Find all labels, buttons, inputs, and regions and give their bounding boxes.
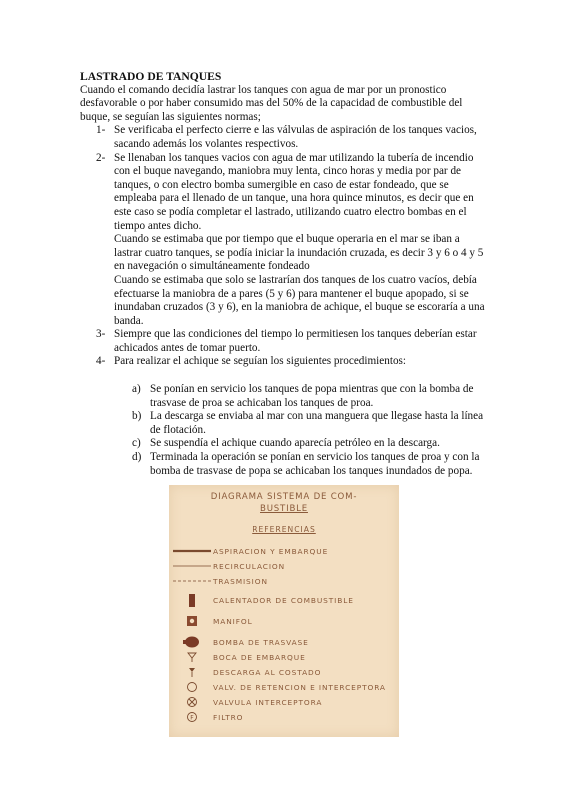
legend-row [169, 711, 399, 723]
item-text: Para realizar el achique se seguían los siguientes procedimientos: [114, 355, 407, 368]
item-number: 1- [96, 124, 106, 137]
item-number: 2- [96, 151, 106, 164]
item-text: Cuando se estimaba que por tiempo que el buque operaria en el mar se iban a lastrar cuatro tanques, se podía iniciar la inundación cruzada, es decir 3 y 6 o 4 y 5 en navegación o simultáneamente fondeado [114, 233, 484, 273]
legend-row [169, 651, 399, 663]
check-valve-icon [173, 681, 211, 693]
list-item [80, 410, 490, 437]
legend-row [169, 594, 399, 606]
legend-label: FILTRO [213, 713, 244, 722]
legend-label: DESCARGA AL COSTADO [213, 668, 322, 677]
subitem-text: Se ponían en servicio los tanques de popa mientras que con la bomba de trasvase de proa se achicaban los tanques de proa. [150, 383, 474, 409]
diagram-title-line2: BUSTIBLE [260, 504, 308, 514]
subitem-text: Terminada la operación se ponían en servicio los tanques de proa y con la bomba de trasvase de popa se achicaban los tanques inundados de popa. [150, 451, 480, 477]
item-text: Siempre que las condiciones del tiempo lo permitiesen los tanques deberían estar achicados antes de tomar puerto. [114, 328, 477, 354]
interceptor-valve-icon [173, 696, 211, 708]
subitem-letter: b) [132, 410, 142, 423]
list-item [80, 355, 490, 369]
item-number: 3- [96, 328, 106, 341]
overboard-discharge-icon [173, 666, 211, 678]
svg-text:F: F [190, 714, 194, 722]
document-title: LASTRADO DE TANQUES [80, 70, 222, 83]
list-item [80, 437, 490, 451]
loading-mouth-icon [173, 651, 211, 663]
legend-label: VALVULA INTERCEPTORA [213, 698, 323, 707]
legend-row [169, 545, 399, 557]
item-text: Se llenaban los tanques vacios con agua de mar utilizando la tubería de incendio con el buque navegando, maniobra muy lenta, cinco horas y media por par de tanques, o con electro bomba sumergible en caso de estar fondeado, que se empleaba para el llenado de un tanque, una hora quince minutos, es decir que en este caso se podía completar el lastrado, utilizando cuatro electro bombas en el tiempo antes dicho. [114, 151, 474, 232]
subitem-text: Se suspendía el achique cuando aparecía petróleo en la descarga. [150, 437, 440, 450]
pump-icon [173, 636, 211, 648]
item-text: Cuando se estimaba que solo se lastrarían dos tanques de los cuatro vacíos, debía efectuarse la maniobra de a pares (5 y 6) para mantener el buque apopado, si se inundaban cruzados (3 y 6), en la maniobra de achique, el buque se escoraría a una banda. [114, 273, 485, 327]
list-item [80, 152, 490, 329]
legend-label: MANIFOL [213, 617, 253, 626]
document-body [80, 70, 490, 478]
legend-row [169, 560, 399, 572]
fuel-system-legend-image [169, 485, 399, 737]
item-number: 4- [96, 355, 106, 368]
legend-row [169, 636, 399, 648]
manifold-icon [173, 615, 211, 627]
dashed-line-icon [173, 575, 211, 587]
legend-row [169, 696, 399, 708]
legend-label: CALENTADOR DE COMBUSTIBLE [213, 596, 354, 605]
item-text: Se verificaba el perfecto cierre e las válvulas de aspiración de los tanques vacios, sacando además los volantes respectivos. [114, 124, 477, 150]
diagram-title-line1: DIAGRAMA SISTEMA DE COM- [210, 492, 358, 502]
thick-line-icon [173, 545, 211, 557]
diagram-title [169, 491, 399, 515]
legend-label: TRASMISION [213, 577, 268, 586]
subitem-letter: c) [132, 437, 141, 450]
heater-rect-icon [173, 594, 211, 606]
legend-label: RECIRCULACION [213, 562, 286, 571]
legend-row [169, 575, 399, 587]
subitem-letter: a) [132, 383, 141, 396]
procedure-list [80, 124, 490, 369]
legend-row [169, 666, 399, 678]
list-item [80, 124, 490, 151]
subitem-text: La descarga se enviaba al mar con una manguera que llegase hasta la línea de flotación. [150, 410, 484, 436]
list-item [80, 328, 490, 355]
legend-label: VALV. DE RETENCION E INTERCEPTORA [213, 683, 386, 692]
list-item [80, 451, 490, 478]
legend-row [169, 615, 399, 627]
diagram-subtitle: REFERENCIAS [252, 525, 316, 534]
legend-row [169, 681, 399, 693]
legend-label: BOMBA DE TRASVASE [213, 638, 309, 647]
legend-label: ASPIRACION Y EMBARQUE [213, 547, 329, 556]
subitem-letter: d) [132, 451, 142, 464]
intro-paragraph: Cuando el comando decidía lastrar los tanques con agua de mar por un pronostico desfavorable o por haber consumido mas del 50% de la capacidad de combustible del buque, se seguían las siguientes normas; [80, 83, 463, 123]
thin-line-icon [173, 560, 211, 572]
achique-procedure-list [80, 383, 490, 478]
list-item [80, 383, 490, 410]
legend-label: BOCA DE EMBARQUE [213, 653, 306, 662]
filter-icon [173, 711, 211, 723]
